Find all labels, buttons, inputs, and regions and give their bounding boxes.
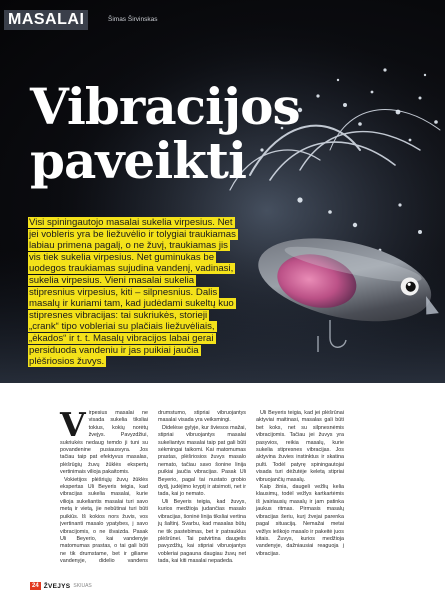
lead-line: uodegos traukiamas sujudina vandenį, vadinasi, <box>29 263 234 275</box>
lead-paragraph <box>28 217 290 368</box>
page-footer <box>30 582 92 590</box>
body-paragraph: Vokietijos plėšriųjų žuvų žūklės ekspertas Uli Beyeris teigia, kad vibracijas sukelia masalai, kurie vilioja sukeliantis masalai turi savo metą ir vietą, jie nebūtinai turi būti puikiūs. Iš kokios nors žuvis, vos įvertinanti masalo ypatybes, į savo vibracijomis, o ne išvaizda. Pasak Uli Beyerio, kai vandenyje matomumas prastas, o tai gali būti ne tik drumstame, bet ir giliame vandenyje, didelio vandens drumstumo, stipriai vibruojantys masalai visada yra veiksmingi. <box>60 410 246 565</box>
page-number: 24 <box>32 583 39 589</box>
lead-line: Visi spiningautojo masalai sukelia virpesius. Net <box>29 217 233 228</box>
lead-line: vis tiek sukelia virpesius. Net guminukas be <box>29 251 215 263</box>
body-paragraph: Uli Beyeris teigia, kad jei plėšrūnai aktyviai maitinasi, masalas gali būti bet koks, net su silpnesnėmis vibracijomis. Tačiau jei žuvys yra pasyvios, reikia masalų, kurie sukelia stipresnes vibracijas. Jos aktyvina žuvies instinktus ir skatina pulti. Todėl patyrę spiningautojai visada turi dėžutėje keletą stipriai vibruojančių masalų. <box>256 410 344 483</box>
body-paragraph: Virpesius masalai ne visada sukelia tiksliai tokius, kokių norėtų žvejys. Pavyzdžiui, sukriukės nedaug temdo ji tuni su povandenine pusiausvyra. Jos tačiau taip pat efektyvus masalas, plėšrūgių žuvų žūklės ekspertų vertinimais vilioja pakaitomis. <box>60 405 148 476</box>
author-byline: Šimas Širvinskas <box>108 16 158 23</box>
body-paragraph: Uli Beyeris teigia, kad žuvys, kurios medžioja judančias masalo vibracijas, šoninė linija tiksliai vertina jų šaltinį. Svarbu, kad masalas būtų ne tik pastebimas, bet ir patrauklus plėšrūnei. Tai patvirtina daugelis pavyzdžių, kai stipriai vibruojantys vobleriai pagauna daugiau žuvų net tada, kai kiti masalai nepadeda. <box>158 498 246 565</box>
lead-line: labiau primena pagalį, o ne žuvį, traukiamas jis <box>29 240 228 252</box>
lead-line: persiduoda vandeniu ir jas puikiai jaučia <box>29 344 199 356</box>
lead-line: stipresnius virpesius, kiti – silpnesnius. Dalis <box>29 286 218 298</box>
body-paragraph: Didelėse gylyje, kur šviesos mažai, stipriai vibruojantys masalai sukeliantys masalai taip pat gali būti sėkmingai taikomi. Kai matomumas prastas, plėšriosios žuvys masalo nemato, tačiau savo šonine linija puikiai jaučia vibracijas. Pasak Uli Beyerio, pagal tai nustato grobio dydį, judėjimo kryptį ir atsimoti, net ir tada, kai jo nemato. <box>158 424 246 498</box>
lead-line: plėšriosios žuvys. <box>29 356 105 368</box>
headline-line-2: paveikti <box>30 131 246 190</box>
drop-cap: V <box>60 405 86 444</box>
headline-line-1: Vibracijos <box>30 77 300 136</box>
lead-line: masalų ir kuriami tam, kad judėdami sukeltų kuo <box>29 298 234 310</box>
lead-line: „crank“ tipo vobleriai su plačiais liežuvėliais, <box>29 321 215 333</box>
section-label: MASALAI <box>8 11 85 28</box>
lead-line: „ėkados“ ir t. t. Masalų vibracijos labai gerai <box>29 332 214 344</box>
article-headline <box>30 77 330 190</box>
body-paragraph: Kaip žinia, daugeli vežlių kelia klausimų, todėl vežlys kartkartėmis iš įvairiausių masalų ir jam patinka jaukus ritmas. Pirmasis masalų vibracijas šeriu, kurį žvejai parenka pagal situaciją. Nemažai metai vežlys ieškojo masalo ir pakeitė juos kitais. Žuvys, kurios medžioja vandenyje, dažniausiai reaguoja į vibracijas. <box>256 484 344 557</box>
issue-label: SKIUAS <box>73 583 92 589</box>
lead-line: sukelia virpesius. Vieni masalai sukelia <box>29 274 195 286</box>
lead-line: stipresnes vibracijas: tai sukriukės, storieji <box>29 309 208 321</box>
section-tag <box>4 10 88 30</box>
article-body <box>60 405 442 570</box>
lead-line: jei vobleris yra be liežuvėlio ir tolygiai traukiamas <box>29 228 236 240</box>
magazine-name: ŽVEJYS <box>43 582 71 590</box>
